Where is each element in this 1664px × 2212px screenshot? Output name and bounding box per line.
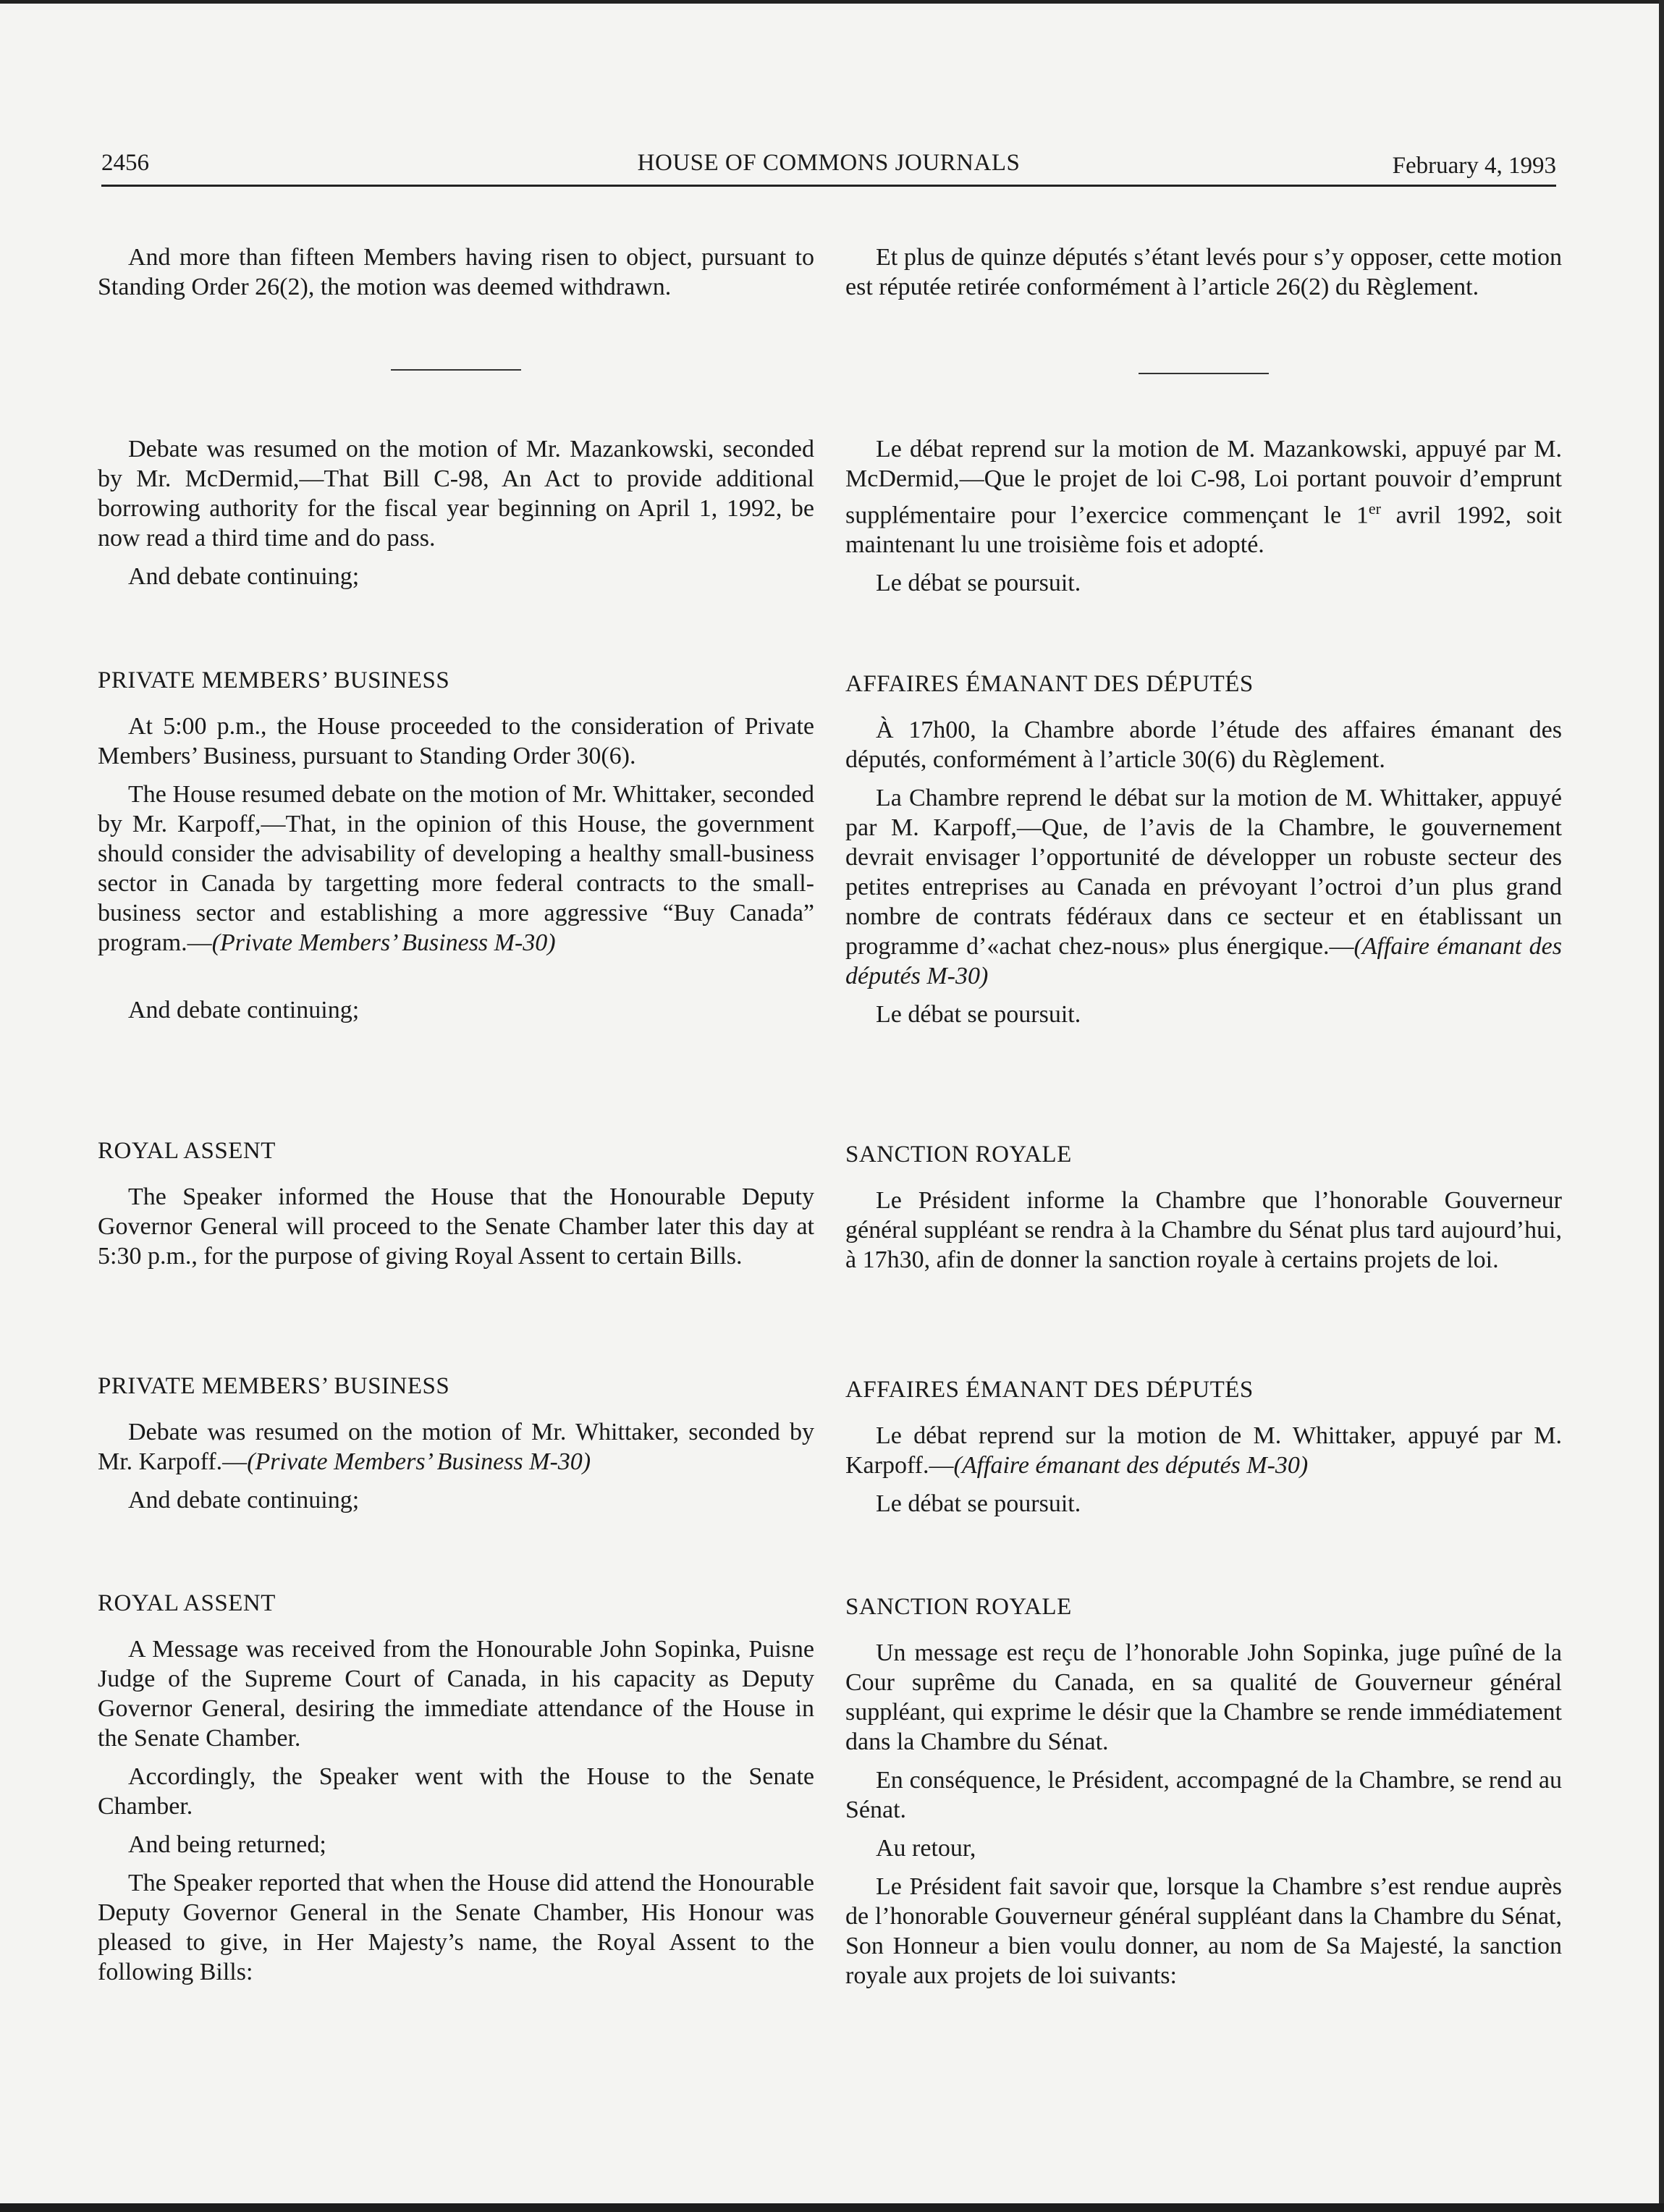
fr-pmb-section-1 [845, 670, 1562, 1029]
fr-pmb-motion-text: La Chambre reprend le débat sur la motion de M. Whittaker, appuyé par M. Karpoff,—Que, de l’avis de la Chambre, le gouvernement devrait envisager l’opportunité de développer un robuste secteur des petites entreprises au Canada en prévoyant l’octroi d’un plus grand nombre de contrats fédéraux dans ce secteur et en établissant un programme d’«achat chez-nous» plus énergique.— [845, 785, 1562, 960]
en-royal-assent-heading-1: ROYAL ASSENT [98, 1138, 276, 1164]
fr-section-rule [845, 373, 1562, 374]
fr-pmb-at-five: À 17h00, la Chambre aborde l’étude des affaires émanant des députés, conformément à l’article 30(6) du Règlement. [845, 717, 1562, 773]
fr-debate-continuing-2: Le débat se poursuit. [876, 1001, 1081, 1028]
fr-royal-assent-section-1 [845, 1140, 1562, 1275]
page-border-bottom [0, 2203, 1664, 2212]
fr-accordingly: En conséquence, le Président, accompagné de la Chambre, se rend au Sénat. [845, 1767, 1562, 1823]
fr-pmb-heading-2: AFFAIRES ÉMANANT DES DÉPUTÉS [845, 1377, 1254, 1403]
en-pmb-section-2 [98, 1372, 814, 1515]
fr-speaker-reported: Le Président fait savoir que, lorsque la Chambre s’est rendue auprès de l’honorable Gouverneur général suppléant dans la Chambre du Sénat, Son Honneur a bien voulu donner, au nom de Sa Majesté, la sanction royale aux projets de loi suivants: [845, 1873, 1562, 1989]
page-border-right [1659, 0, 1664, 2212]
en-debate-block [98, 434, 814, 591]
fr-debate-block [845, 434, 1562, 598]
en-debate-continuing-1: And debate continuing; [128, 563, 360, 590]
page-border-top [0, 0, 1664, 4]
fr-royal-assent-heading-2: SANCTION ROYALE [845, 1594, 1072, 1620]
en-pmb-motion-ref: (Private Members’ Business M-30) [211, 929, 556, 956]
fr-debate-resumed-paragraph [845, 434, 1562, 560]
en-message-received: A Message was received from the Honourable John Sopinka, Puisne Judge of the Supreme Court of Canada, in his capacity as Deputy Governor General, desiring the immediate attendance of the House in the Senate Chamber. [98, 1636, 814, 1752]
en-pmb-heading-1: PRIVATE MEMBERS’ BUSINESS [98, 667, 450, 693]
fr-pmb-resumed-ref: (Affaire émanant des députés M-30) [953, 1452, 1309, 1479]
journal-title: HOUSE OF COMMONS JOURNALS [637, 150, 1021, 176]
fr-pmb-motion-paragraph [845, 783, 1562, 991]
en-pmb-motion-paragraph [98, 780, 814, 958]
en-royal-assent-section-2 [98, 1589, 814, 1987]
en-speaker-informed: The Speaker informed the House that the Honourable Deputy Governor General will proceed to the Senate Chamber later this day at 5:30 p.m., for the purpose of giving Royal Assent to certain Bills. [98, 1183, 814, 1270]
en-divider-rule [391, 369, 521, 371]
fr-debate-resumed-text-b: avril 1992, soit maintenant lu une troisième fois et adopté. [845, 502, 1562, 559]
en-royal-assent-section-1 [98, 1136, 814, 1271]
fr-debate-resumed-text-a: Le débat reprend sur la motion de M. Mazankowski, appuyé par M. McDermid,—Que le projet de loi C-98, Loi portant pouvoir d’emprunt supplémentaire pour l’exercice commençant le 1 [845, 436, 1562, 529]
fr-pmb-resumed-text: Le débat reprend sur la motion de M. Whittaker, appuyé par M. Karpoff.— [845, 1422, 1562, 1479]
en-pmb-heading-2: PRIVATE MEMBERS’ BUSINESS [98, 1373, 450, 1399]
en-pmb-resumed-ref: (Private Members’ Business M-30) [247, 1448, 591, 1475]
fr-pmb-section-2 [845, 1375, 1562, 1519]
en-pmb-at-five: At 5:00 p.m., the House proceeded to the consideration of Private Members’ Business, pursuant to Standing Order 30(6). [98, 713, 814, 769]
en-withdrawn-block [98, 242, 814, 302]
en-speaker-reported: The Speaker reported that when the House did attend the Honourable Deputy Governor General in the Senate Chamber, His Honour was pleased to give, in Her Majesty’s name, the Royal Assent to the following Bills: [98, 1870, 814, 1985]
fr-debate-continuing-3: Le débat se poursuit. [876, 1490, 1081, 1517]
fr-message-received: Un message est reçu de l’honorable John Sopinka, juge puîné de la Cour suprême du Canada, en sa qualité de Gouverneur général suppléant, qui exprime le désir que la Chambre se rende immédiatement dans la Chambre du Sénat. [845, 1639, 1562, 1755]
fr-pmb-motion-ref: (Affaire émanant des députés M-30) [845, 933, 1562, 989]
fr-withdrawn-paragraph: Et plus de quinze députés s’étant levés pour s’y opposer, cette motion est réputée retirée conformément à l’article 26(2) du Règlement. [845, 244, 1562, 300]
en-section-rule [98, 369, 814, 371]
en-pmb-resumed-paragraph [98, 1417, 814, 1477]
en-pmb-section-1 [98, 666, 814, 1025]
en-accordingly: Accordingly, the Speaker went with the House to the Senate Chamber. [98, 1763, 814, 1820]
fr-divider-rule [1139, 373, 1269, 374]
journal-date: February 4, 1993 [1392, 153, 1556, 179]
en-debate-continuing-2: And debate continuing; [128, 997, 360, 1023]
fr-pmb-heading-1: AFFAIRES ÉMANANT DES DÉPUTÉS [845, 671, 1254, 697]
en-withdrawn-paragraph: And more than fifteen Members having risen to object, pursuant to Standing Order 26(2), the motion was deemed withdrawn. [98, 244, 814, 300]
fr-being-returned: Au retour, [876, 1835, 976, 1862]
fr-debate-continuing-1: Le débat se poursuit. [876, 570, 1081, 597]
fr-pmb-resumed-paragraph [845, 1421, 1562, 1480]
en-royal-assent-heading-2: ROYAL ASSENT [98, 1590, 276, 1616]
fr-debate-resumed-sup: er [1368, 499, 1381, 518]
running-header [101, 147, 1556, 187]
fr-royal-assent-heading-1: SANCTION ROYALE [845, 1141, 1072, 1168]
fr-speaker-informed: Le Président informe la Chambre que l’honorable Gouverneur général suppléant se rendra à la Chambre du Sénat plus tard aujourd’hui, à 17h30, afin de donner la sanction royale à certains projets de loi. [845, 1187, 1562, 1273]
en-debate-continuing-3: And debate continuing; [128, 1487, 360, 1514]
fr-royal-assent-section-2 [845, 1592, 1562, 1991]
page-number: 2456 [101, 150, 149, 176]
en-pmb-motion-text: The House resumed debate on the motion of Mr. Whittaker, seconded by Mr. Karpoff,—That, in the opinion of this House, the government should consider the advisability of developing a healthy small-business sector in Canada by targetting more federal contracts to the small-business sector and establishing a more aggressive “Buy Canada” program.— [98, 781, 814, 956]
en-being-returned: And being returned; [128, 1831, 326, 1858]
en-pmb-resumed-text: Debate was resumed on the motion of Mr. Whittaker, seconded by Mr. Karpoff.— [98, 1419, 814, 1475]
en-debate-resumed-paragraph: Debate was resumed on the motion of Mr. Mazankowski, seconded by Mr. McDermid,—That Bill C-98, An Act to provide additional borrowing authority for the fiscal year beginning on April 1, 1992, be now read a third time and do pass. [98, 436, 814, 552]
fr-withdrawn-block [845, 242, 1562, 302]
